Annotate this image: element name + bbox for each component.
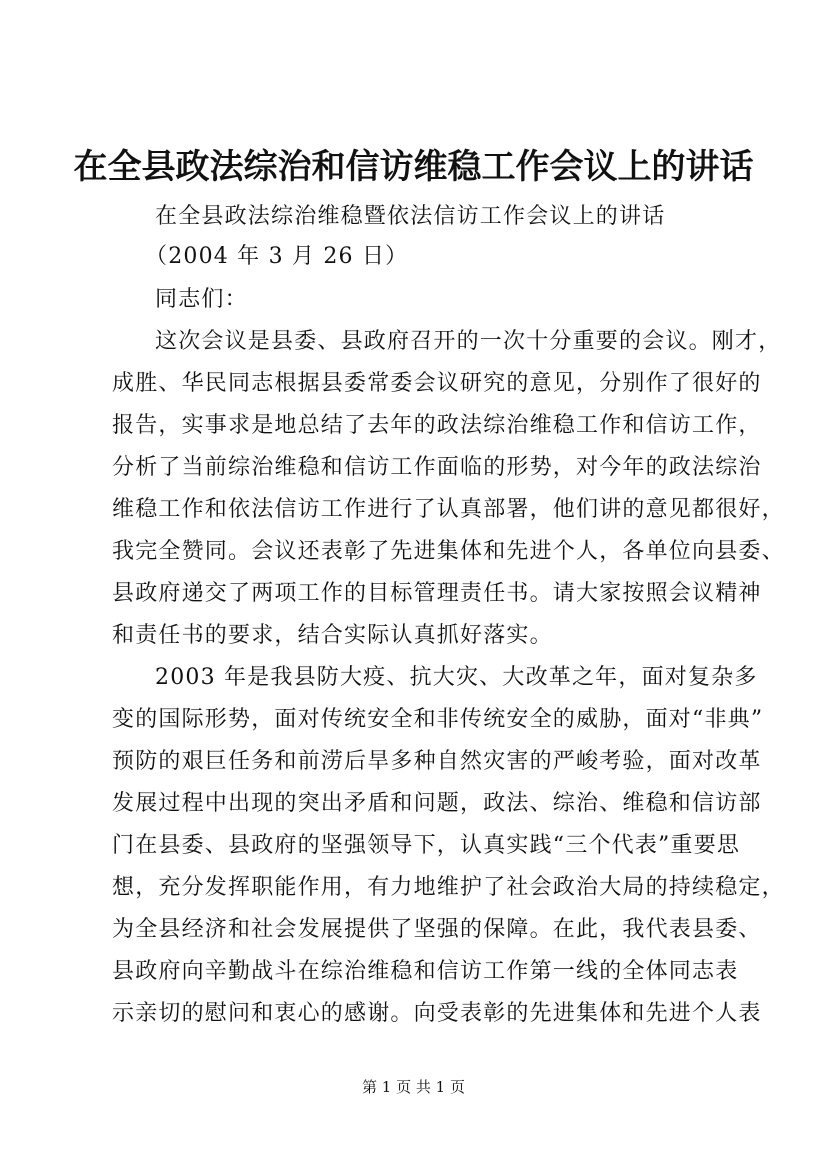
salutation-line: 同志们： — [155, 287, 248, 312]
document-title: 在全县政法综治和信访维稳工作会议上的讲话 — [73, 147, 754, 187]
subtitle-line: 在全县政法综治维稳暨依法信访工作会议上的讲话 — [155, 204, 666, 229]
paragraph-2-line-3: 预防的艰巨任务和前涝后旱多种自然灾害的严峻考验，面对改革 — [112, 749, 762, 774]
paragraph-2-line-7: 为全县经济和社会发展提供了坚强的保障。在此，我代表县委、 — [112, 917, 762, 942]
paragraph-2-line-5: 门在县委、县政府的坚强领导下，认真实践“三个代表”重要思 — [112, 833, 741, 858]
paragraph-1-line-8: 和责任书的要求，结合实际认真抓好落实。 — [112, 623, 553, 648]
paragraph-2-line-4: 发展过程中出现的突出矛盾和问题，政法、综治、维稳和信访部 — [112, 791, 762, 816]
paragraph-2-line-2: 变的国际形势，面对传统安全和非传统安全的威胁，面对“非典” — [112, 707, 764, 732]
paragraph-1-line-7: 县政府递交了两项工作的目标管理责任书。请大家按照会议精神 — [112, 581, 762, 606]
paragraph-1-line-3: 报告，实事求是地总结了去年的政法综治维稳工作和信访工作， — [112, 413, 762, 438]
paragraph-2-line-8: 县政府向辛勤战斗在综治维稳和信访工作第一线的全体同志表 — [112, 959, 739, 984]
page-number-footer: 第 1 页 共 1 页 — [362, 1078, 465, 1096]
paragraph-1-line-1: 这次会议是县委、县政府召开的一次十分重要的会议。刚才， — [155, 329, 782, 354]
paragraph-1-line-2: 成胜、华民同志根据县委常委会议研究的意见，分别作了很好的 — [112, 371, 762, 396]
paragraph-2-line-1: 2003 年是我县防大疫、抗大灾、大改革之年，面对复杂多 — [155, 665, 758, 690]
date-line: （2004 年 3 月 26 日） — [145, 244, 409, 269]
paragraph-1-line-6: 我完全赞同。会议还表彰了先进集体和先进个人，各单位向县委、 — [112, 539, 785, 564]
paragraph-2-line-9: 示亲切的慰问和衷心的感谢。向受表彰的先进集体和先进个人表 — [112, 1001, 762, 1026]
paragraph-1-line-4: 分析了当前综治维稳和信访工作面临的形势，对今年的政法综治 — [112, 455, 762, 480]
paragraph-2-line-6: 想，充分发挥职能作用，有力地维护了社会政治大局的持续稳定， — [112, 875, 785, 900]
paragraph-1-line-5: 维稳工作和依法信访工作进行了认真部署，他们讲的意见都很好， — [112, 497, 785, 522]
